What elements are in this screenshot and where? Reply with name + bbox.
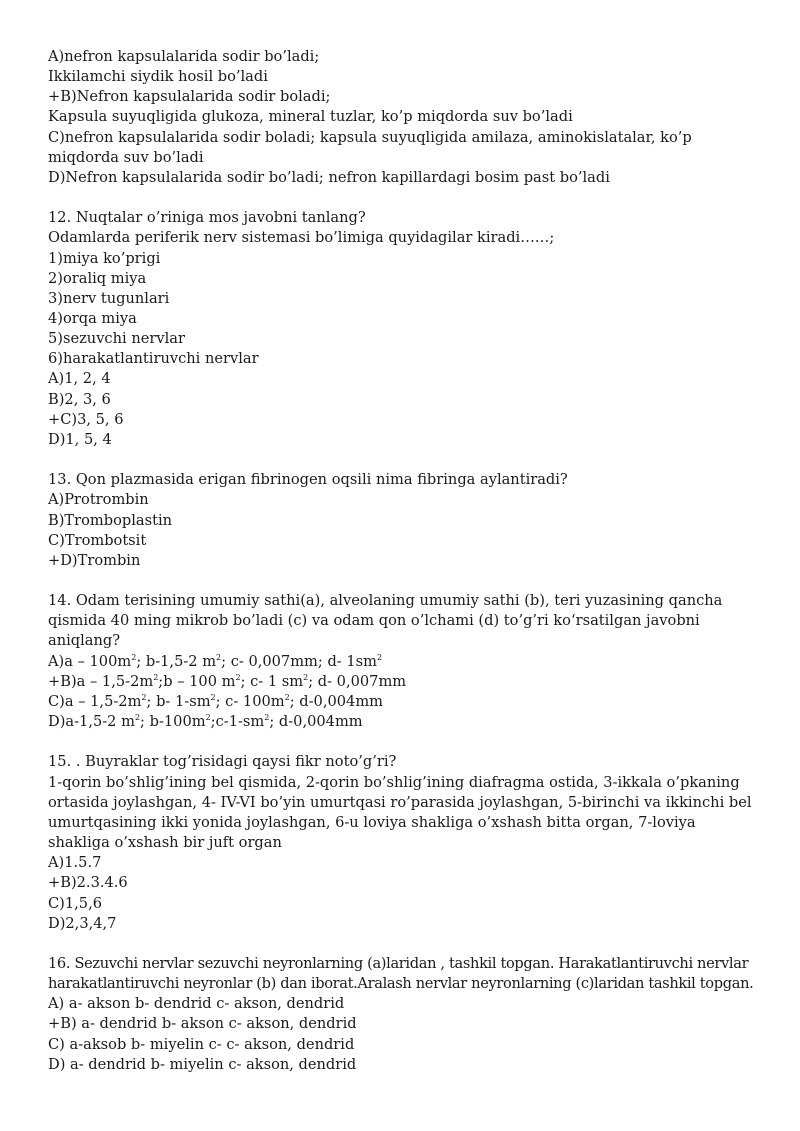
answer-option: +B) a- dendrid b- akson c- akson, dendrid (48, 1015, 357, 1033)
question-stem: Odamlarda periferik nerv sistemasi bo’limiga quyidagilar kiradi……; (48, 229, 555, 247)
question-15 (48, 752, 760, 933)
document-page (48, 47, 760, 1075)
answer-option: B)Tromboplastin (48, 511, 173, 529)
question-16 (48, 954, 760, 1075)
spacer (48, 732, 760, 752)
option-line: Ikkilamchi siydik hosil bo’ladi (48, 68, 268, 86)
spacer (48, 450, 760, 470)
answer-option: A)1, 2, 4 (48, 370, 111, 388)
question-12 (48, 208, 760, 450)
list-item: 2)oraliq miya (48, 269, 147, 287)
list-item: 6)harakatlantiruvchi nervlar (48, 350, 259, 368)
list-item: 1)miya ko’prigi (48, 249, 161, 267)
option-line: A)nefron kapsulalarida sodir bo’ladi; (48, 48, 320, 65)
option-line: Kapsula suyuqligida glukoza, mineral tuzlar, ko’p miqdorda suv bo’ladi (48, 108, 573, 126)
list-item: 4)orqa miya (48, 310, 137, 328)
answer-option: +C)3, 5, 6 (48, 410, 124, 428)
answer-option: A) a- akson b- dendrid c- akson, dendrid (48, 995, 345, 1013)
previous-question-options (48, 47, 760, 188)
answer-option: A)Protrombin (48, 491, 149, 509)
list-item: 3)nerv tugunlari (48, 289, 170, 307)
option-line: D)Nefron kapsulalarida sodir bo’ladi; nefron kapillardagi bosim past bo’ladi (48, 168, 610, 186)
answer-option: +D)Trombin (48, 551, 141, 569)
answer-option: $C)a - 1,5-2m^2$; b- $1-sm^2$; c- $100m^2$; d-0,004mm (48, 692, 384, 710)
answer-option: D)1, 5, 4 (48, 430, 112, 448)
spacer (48, 188, 760, 208)
answer-option: D)2,3,4,7 (48, 914, 117, 932)
question-stem: 1-qorin bo’shlig’ining bel qismida, 2-qorin bo’shlig’ining diafragma ostida, 3-ikkala o’pkaning ortasida joylashgan, 4- IV-VI bo’yin umurtqasi ro’parasida joylashgan, 5-birinchi va ikkinchi bel umurtqasining ikki yonida joylashgan, 6-u loviya shakliga o’xshash bitta organ, 7-loviya shakliga o’xshash bir juft organ (48, 773, 752, 852)
question-text: 14. Odam terisining umumiy sathi(a), alveolaning umumiy sathi (b), teri yuzasining qancha qismida 40 ming mikrob bo’ladi (c) va odam qon o’lchami (d) to’g’ri koʻrsatilgan javobni aniqlang? (48, 592, 723, 650)
question-text: 15. . Buyraklar tog’risidagi qaysi fikr noto’g’ri? (48, 753, 397, 771)
answer-option: D) a- dendrid b- miyelin c- akson, dendrid (48, 1055, 357, 1073)
answer-option: B)2, 3, 6 (48, 390, 111, 408)
list-item: 5)sezuvchi nervlar (48, 330, 185, 348)
answer-option: +B)2.3.4.6 (48, 874, 128, 892)
answer-option: $+B)a - 1,5-2m^2;b - 100$ $m^2$; c- 1 $sm^2$; d- 0,007mm (48, 672, 407, 690)
answer-option: $A)a - 100m^2$; b-1,5-2 $m^2$; c- 0,007mm; d- $1sm^2$ (48, 652, 383, 670)
answer-option: C)Trombotsit (48, 531, 147, 549)
answer-option: C) a-aksob b- miyelin c- c- akson, dendrid (48, 1035, 355, 1053)
answer-option: C)1,5,6 (48, 894, 102, 912)
answer-option: D)a-1,5-2 $m^2$; $b-100m^2;c-1-sm^2$; d-0,004mm (48, 713, 363, 731)
question-text: 13. Qon plazmasida erigan fibrinogen oqsili nima fibringa aylantiradi? (48, 471, 568, 489)
answer-option: A)1.5.7 (48, 854, 102, 872)
question-text: 16. Sezuvchi nervlar sezuvchi neyronlarning (a)laridan , tashkil topgan. Harakatlantiruvchi nervlar harakatlantiruvchi neyronlar (b) dan iborat.Aralash nervlar neyronlarning (c)laridan tashkil topgan. (48, 954, 754, 993)
spacer (48, 571, 760, 591)
question-13 (48, 470, 760, 571)
question-text: 12. Nuqtalar o’riniga mos javobni tanlang? (48, 209, 366, 227)
spacer (48, 934, 760, 954)
option-line: +B)Nefron kapsulalarida sodir boladi; (48, 88, 331, 106)
question-14 (48, 591, 760, 732)
option-line: C)nefron kapsulalarida sodir boladi; kapsula suyuqligida amilaza, aminokislatalar, ko’p miqdorda suv bo’ladi (48, 128, 692, 166)
